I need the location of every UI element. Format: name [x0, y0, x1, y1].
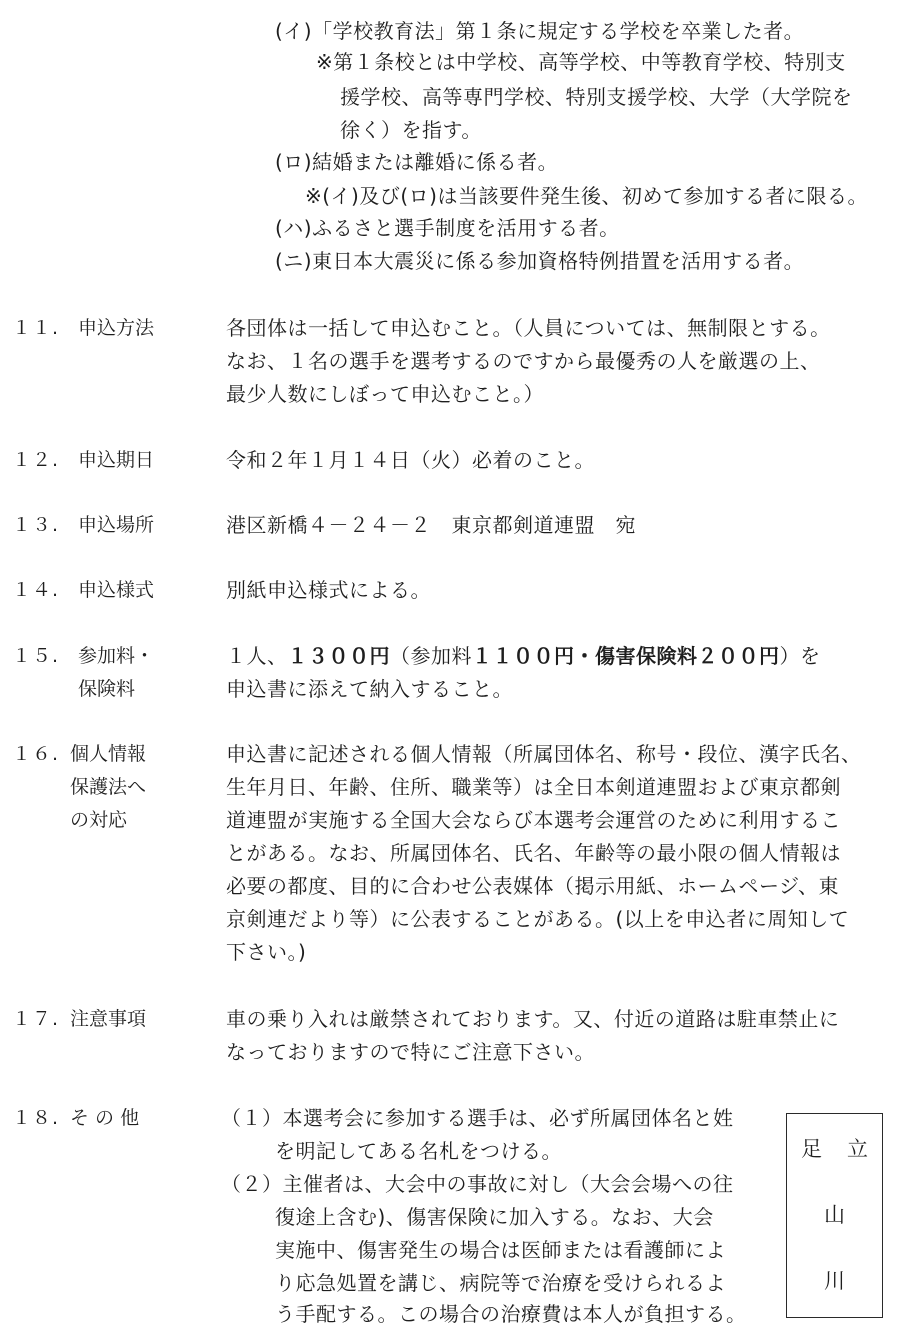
section-text: とがある。なお、所属団体名、氏名、年齢等の最小限の個人情報は — [226, 841, 841, 865]
section-text: 車の乗り入れは厳禁されております。又、付近の道路は駐車禁止に — [226, 1007, 840, 1031]
section-text: 各団体は一括して申込むこと。（人員については、無制限とする。 — [226, 316, 831, 340]
section-label: 注意事項 — [70, 1008, 147, 1030]
eligibility-i-note-cont: 援学校、高等専門学校、特別支援学校、大学（大学院を — [340, 85, 853, 109]
section-text: 令和２年１月１４日（火）必着のこと。 — [226, 448, 595, 472]
eligibility-note: ※(イ)及び(ロ)は当該要件発生後、初めて参加する者に限る。 — [305, 184, 868, 208]
section-text: 申込書に記述される個人情報（所属団体名、称号・段位、漢字氏名、 — [226, 742, 862, 766]
fee-middle: （参加料 — [390, 644, 472, 668]
list-item: （２）主催者は、大会中の事故に対し（大会会場への往 — [221, 1172, 734, 1196]
section-text: 別紙申込様式による。 — [226, 578, 431, 602]
section-text: 道連盟が実施する全国大会ならび本選考会運営のために利用するこ — [226, 808, 841, 832]
eligibility-ni: (ニ)東日本大震災に係る参加資格特例措置を活用する者。 — [275, 249, 805, 273]
eligibility-ro: (ロ)結婚または離婚に係る者。 — [275, 150, 559, 174]
section-label: 申込期日 — [78, 449, 155, 471]
fee-breakdown: １１００円・傷害保険料２００円 — [472, 644, 780, 668]
section-number: １３. — [12, 514, 60, 536]
stamp-char: 立 — [847, 1137, 868, 1161]
list-item-cont: 復途上含む)、傷害保険に加入する。なお、大会 — [275, 1205, 714, 1229]
section-text: 下さい。) — [226, 940, 307, 964]
section-text: なお、１名の選手を選考するのですから最優秀の人を厳選の上、 — [226, 349, 821, 373]
section-label: 申込様式 — [78, 579, 155, 601]
eligibility-i-note-cont: 徐く）を指す。 — [340, 118, 482, 142]
section-text: 港区新橋４－２４－２ 東京都剣道連盟 宛 — [226, 513, 636, 537]
section-label: 申込場所 — [78, 514, 155, 536]
section-number: １４. — [12, 579, 60, 601]
fee-prefix: １人、 — [226, 644, 288, 668]
fee-suffix: ）を — [779, 644, 821, 668]
stamp-char: 川 — [824, 1269, 845, 1293]
section-text: 京剣連だより等）に公表することがある。(以上を申込者に周知して — [226, 907, 850, 931]
fee-line — [226, 641, 821, 671]
section-label: 参加料・ — [78, 645, 155, 667]
list-item: （１）本選考会に参加する選手は、必ず所属団体名と姓 — [221, 1106, 734, 1130]
section-label: 申込方法 — [78, 317, 155, 339]
stamp-char: 足 — [801, 1137, 822, 1161]
list-item-cont: う手配する。この場合の治療費は本人が負担する。 — [275, 1302, 747, 1326]
list-item-cont: り応急処置を講じ、病院等で治療を受けられるよ — [275, 1271, 726, 1295]
section-number: １８. — [12, 1107, 60, 1129]
section-label: 保険料 — [78, 678, 136, 700]
section-number: １５. — [12, 645, 60, 667]
fee-total: １３００円 — [287, 644, 390, 668]
section-number: １６. — [12, 743, 60, 765]
list-item-cont: を明記してある名札をつける。 — [275, 1139, 562, 1163]
section-text: 申込書に添えて納入すること。 — [226, 677, 513, 701]
eligibility-i: (イ)「学校教育法」第１条に規定する学校を卒業した者。 — [275, 19, 805, 43]
section-number: １２. — [12, 449, 60, 471]
section-text: 最少人数にしぼって申込むこと。） — [226, 382, 544, 406]
section-number: １１. — [12, 317, 60, 339]
section-label: 個人情報 — [70, 743, 147, 765]
section-label: の対応 — [70, 809, 128, 831]
signature-stamp-box — [786, 1113, 883, 1318]
section-text: なっておりますので特にご注意下さい。 — [226, 1040, 595, 1064]
section-label: そ の 他 — [70, 1107, 140, 1129]
section-label: 保護法へ — [70, 776, 147, 798]
stamp-char: 山 — [824, 1203, 845, 1227]
eligibility-i-note: ※第１条校とは中学校、高等学校、中等教育学校、特別支 — [316, 50, 846, 74]
section-text: 生年月日、年齢、住所、職業等）は全日本剣道連盟および東京都剣 — [226, 775, 841, 799]
eligibility-ha: (ハ)ふるさと選手制度を活用する者。 — [275, 216, 620, 240]
list-item-cont: 実施中、傷害発生の場合は医師または看護師によ — [275, 1238, 726, 1262]
section-text: 必要の都度、目的に合わせ公表媒体（掲示用紙、ホームページ、東 — [226, 874, 839, 898]
section-number: １７. — [12, 1008, 60, 1030]
